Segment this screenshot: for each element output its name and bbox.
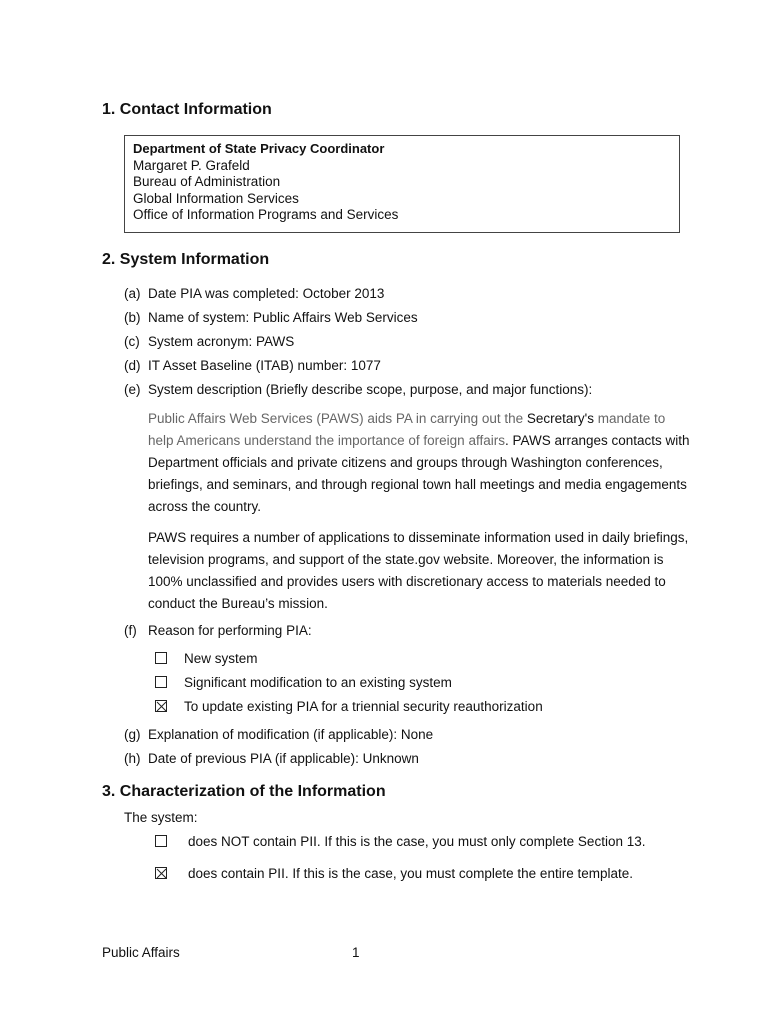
- item-label: (c): [124, 334, 140, 349]
- desc-gray-text: Public Affairs Web Services (PAWS) aids PA in carrying out the: [148, 411, 527, 426]
- system-info-item: [124, 358, 381, 374]
- checkbox-significant-modification[interactable]: [155, 676, 167, 688]
- system-info-item: [124, 286, 384, 302]
- desc-dark-text: Secretary's: [526, 411, 595, 426]
- system-info-item: [124, 310, 418, 326]
- footer-page-number: 1: [352, 945, 360, 960]
- item-text: Date PIA was completed: October 2013: [148, 286, 385, 301]
- section-3-intro: The system:: [124, 810, 198, 825]
- item-text: Reason for performing PIA:: [148, 623, 312, 638]
- checked-x-icon: [156, 701, 168, 713]
- item-text: IT Asset Baseline (ITAB) number: 1077: [148, 358, 381, 373]
- item-text: Date of previous PIA (if applicable): Unknown: [148, 751, 419, 766]
- pii-option-label: does contain PII. If this is the case, you must complete the entire template.: [188, 866, 633, 881]
- system-description-paragraph-1: [148, 408, 693, 518]
- system-description-paragraph-2: PAWS requires a number of applications to disseminate information used in daily briefings, television programs, and support of the state.gov website. Moreover, the information is 100% unclassified and provides users with discretionary access to materials needed to conduct the Bureau’s mission.: [148, 530, 689, 611]
- section-1-heading: 1. Contact Information: [102, 101, 272, 118]
- system-info-item: [124, 623, 312, 639]
- desc-gray-text: mandate to help Americans understand the importance of foreign affairs: [148, 411, 666, 448]
- item-label: (g): [124, 727, 141, 742]
- item-label: (d): [124, 358, 141, 373]
- checkbox-triennial-update[interactable]: [155, 700, 167, 712]
- item-text: Explanation of modification (if applicable): None: [148, 727, 434, 742]
- reason-option-label: New system: [184, 651, 258, 666]
- item-label: (f): [124, 623, 137, 638]
- checkbox-contains-pii[interactable]: [155, 867, 167, 879]
- system-info-item: [124, 727, 433, 743]
- contact-box-title: Department of State Privacy Coordinator: [133, 141, 385, 156]
- checkbox-no-pii[interactable]: [155, 835, 167, 847]
- item-text: System acronym: PAWS: [148, 334, 295, 349]
- section-2-heading: 2. System Information: [102, 251, 270, 268]
- system-info-item: [124, 751, 419, 767]
- contact-line: Office of Information Programs and Services: [133, 207, 399, 222]
- reason-option-label: To update existing PIA for a triennial security reauthorization: [184, 699, 543, 714]
- system-info-item: [124, 334, 294, 350]
- checkbox-new-system[interactable]: [155, 652, 167, 664]
- item-text: Name of system: Public Affairs Web Services: [148, 310, 418, 325]
- contact-line: Margaret P. Grafeld: [133, 157, 250, 173]
- item-label: (a): [124, 286, 141, 301]
- item-label: (h): [124, 751, 141, 766]
- reason-option-label: Significant modification to an existing system: [184, 675, 452, 690]
- item-text: System description (Briefly describe scope, purpose, and major functions):: [148, 382, 593, 397]
- contact-line: Global Information Services: [133, 190, 299, 206]
- contact-info-box: [124, 135, 680, 233]
- pii-option-label: does NOT contain PII. If this is the case, you must only complete Section 13.: [188, 834, 646, 849]
- system-info-item: [124, 382, 592, 398]
- item-label: (e): [124, 382, 141, 397]
- contact-line: Bureau of Administration: [133, 174, 281, 189]
- footer-office-name: Public Affairs: [102, 945, 180, 960]
- item-label: (b): [124, 310, 141, 325]
- checked-x-icon: [156, 868, 168, 880]
- section-3-heading: 3. Characterization of the Information: [102, 783, 386, 800]
- desc-text: . PAWS arranges contacts with Department officials and private citizens and groups through Washington conferences, briefings, and seminars, and through regional town hall meetings and media engagements across the country.: [148, 433, 690, 514]
